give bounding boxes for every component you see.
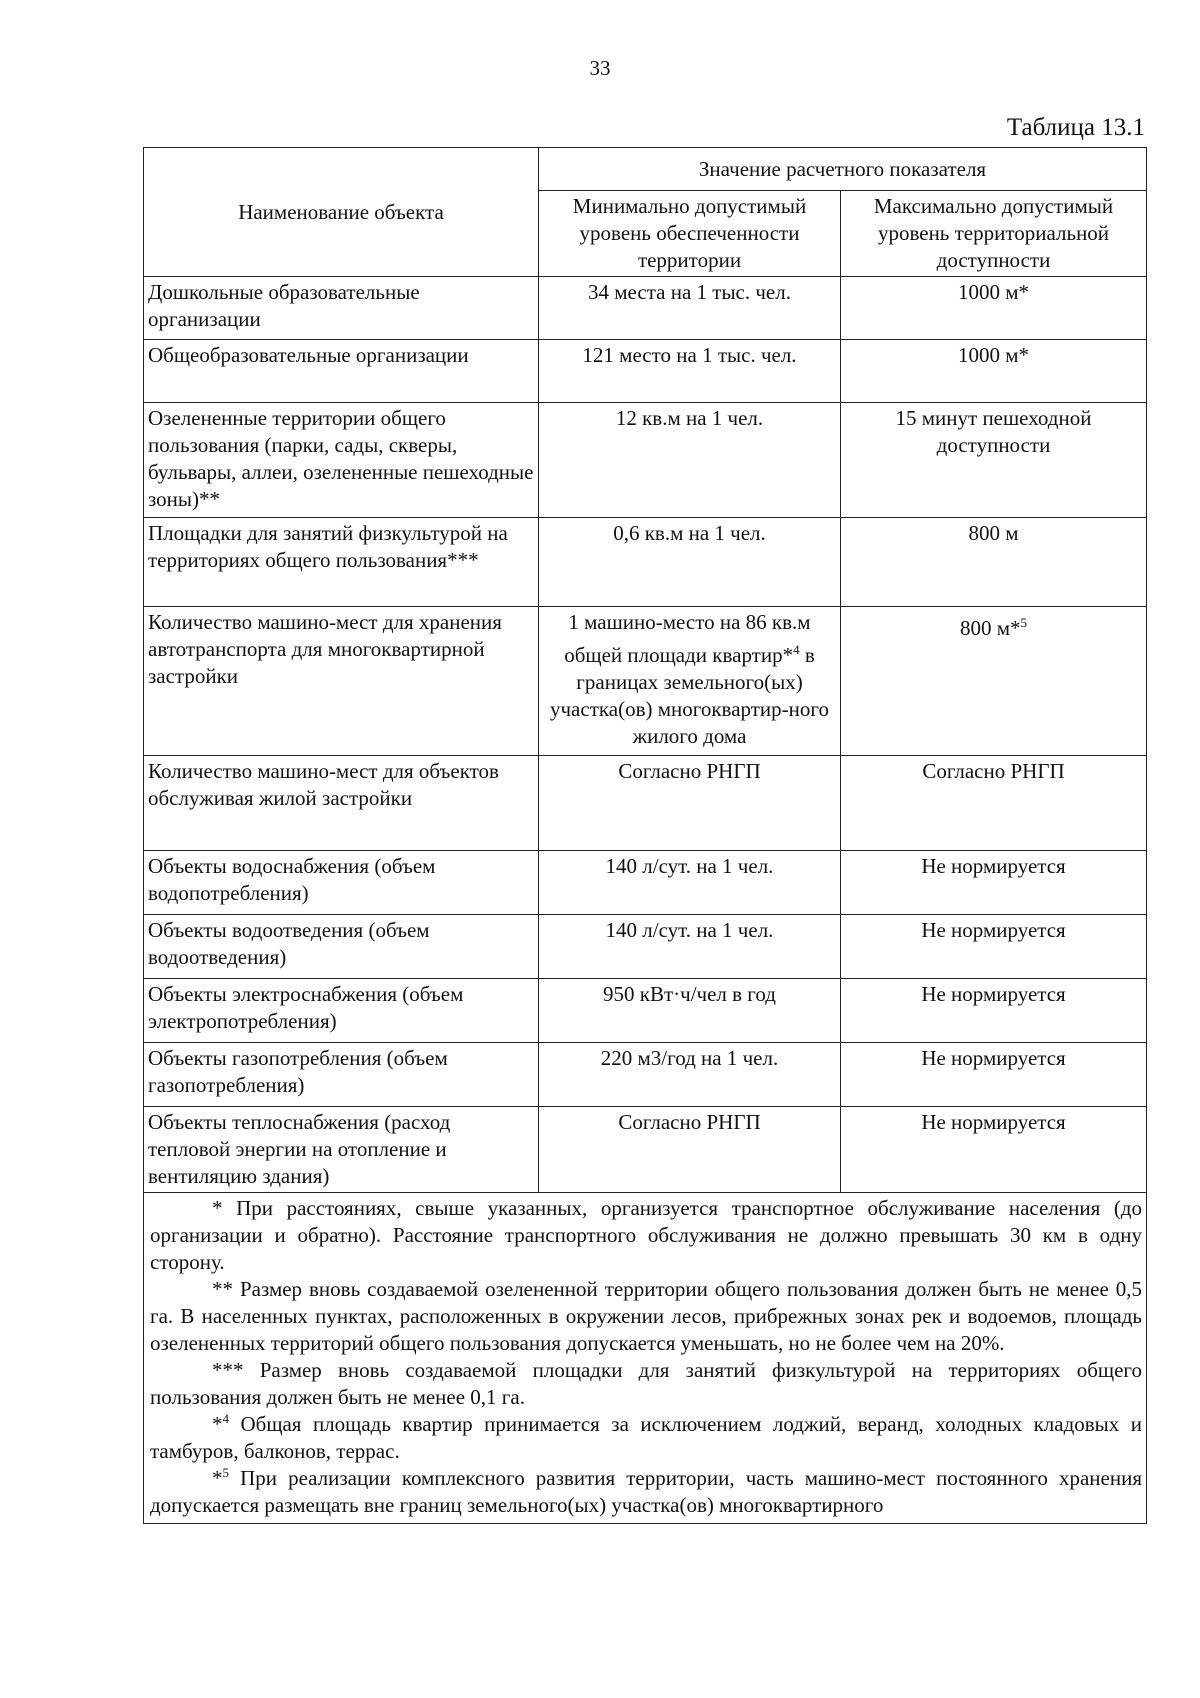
footnote-text: Размер вновь создаваемой площадки для занятий физкультурой на территориях общего пользования должен быть не менее 0,1 га. [150,1358,1142,1409]
header-object-name: Наименование объекта [144,148,539,277]
footnote-text: Размер вновь создаваемой озелененной территории общего пользования должен быть не менее 0,5 га. В населенных пунктах, расположенных в окружении лесов, прибрежных зонах рек и водоемов, площадь озелененных территорий общего пользования допускается уменьшать, но не более чем на 20%. [150,1277,1142,1355]
row-object-name: Количество машино-мест для объектов обслуживая жилой застройки [144,756,539,851]
row-max-value: Не нормируется [841,979,1147,1043]
table-row [144,1043,1147,1107]
row-min-text-cont: в границах земельного(ых) участка(ов) многоквартир-ного жилого дома [550,643,829,748]
footnote-1 [150,1195,1142,1276]
row-object-name: Общеобразовательные организации [144,340,539,403]
footnotes [144,1193,1147,1524]
footnote-mark: *** [212,1358,244,1382]
row-object-name: Площадки для занятий физкультурой на территориях общего пользования*** [144,518,539,607]
footnote-5 [150,1465,1142,1519]
row-object-name: Объекты теплоснабжения (расход тепловой энергии на отопление и вентиляцию здания) [144,1107,539,1193]
footnote-sup: 5 [222,1465,229,1480]
footnote-mark: * [212,1412,223,1436]
page-number: 33 [589,56,611,80]
row-max-value [841,607,1147,756]
row-object-name: Объекты водоотведения (объем водоотведения) [144,915,539,979]
table-row [144,979,1147,1043]
table-row [144,851,1147,915]
footnote-mark: ** [212,1277,233,1301]
footnote-mark: * [212,1196,223,1220]
table-row [144,756,1147,851]
footnote-sup: 4 [222,1411,229,1426]
row-max-value: 800 м [841,518,1147,607]
row-min-value: 140 л/сут. на 1 чел. [539,851,841,915]
table-row [144,1107,1147,1193]
table-row [144,915,1147,979]
row-max-value: Не нормируется [841,851,1147,915]
row-max-value: 1000 м* [841,277,1147,340]
row-min-value: 12 кв.м на 1 чел. [539,403,841,518]
row-min-value: 34 места на 1 тыс. чел. [539,277,841,340]
footnote-text: При реализации комплексного развития территории, часть машино-мест постоянного хранения допускается размещать вне границ земельного(ых) участка(ов) многоквартирного [150,1466,1142,1517]
header-min-level: Минимально допустимый уровень обеспеченности территории [539,191,841,277]
footnote-ref: 4 [793,642,800,657]
footnote-4 [150,1411,1142,1465]
row-object-name: Объекты электроснабжения (объем электропотребления) [144,979,539,1043]
row-object-name: Объекты газопотребления (объем газопотребления) [144,1043,539,1107]
footnote-mark: * [212,1466,223,1490]
row-min-value: 220 м3/год на 1 чел. [539,1043,841,1107]
footnote-text: При расстояниях, свыше указанных, организуется транспортное обслуживание населения (до организации и обратно). Расстояние транспортного обслуживания не должно превышать 30 км в одну сторону. [150,1196,1142,1274]
row-object-name: Озелененные территории общего пользования (парки, сады, скверы, бульвары, аллеи, озелененные пешеходные зоны)** [144,403,539,518]
row-min-value: 0,6 кв.м на 1 чел. [539,518,841,607]
row-max-value: Не нормируется [841,1107,1147,1193]
row-min-value: Согласно РНГП [539,1107,841,1193]
table-row [144,277,1147,340]
row-max-value: 1000 м* [841,340,1147,403]
header-max-level: Максимально допустимый уровень территориальной доступности [841,191,1147,277]
row-min-value: 140 л/сут. на 1 чел. [539,915,841,979]
footnote-text: Общая площадь квартир принимается за исключением лоджий, веранд, холодных кладовых и тамбуров, балконов, террас. [150,1412,1142,1463]
row-max-value: 15 минут пешеходной доступности [841,403,1147,518]
row-min-text: 1 машино-место на 86 кв.м общей площади квартир* [564,610,811,667]
row-object-name: Количество машино-мест для хранения автотранспорта для многоквартирной застройки [144,607,539,756]
row-max-value: Не нормируется [841,915,1147,979]
header-indicator-group: Значение расчетного показателя [539,148,1147,191]
footnote-ref: 5 [1020,615,1028,630]
norms-table [143,147,1147,1524]
row-min-value: 950 кВт·ч/чел в год [539,979,841,1043]
row-object-name: Объекты водоснабжения (объем водопотребления) [144,851,539,915]
table-row [144,340,1147,403]
table-row [144,607,1147,756]
row-min-value: 121 место на 1 тыс. чел. [539,340,841,403]
row-min-value [539,607,841,756]
table-row [144,403,1147,518]
table-caption: Таблица 13.1 [1006,114,1145,141]
row-max-value: Согласно РНГП [841,756,1147,851]
row-object-name: Дошкольные образовательные организации [144,277,539,340]
footnote-3 [150,1357,1142,1411]
table-row [144,518,1147,607]
footnote-2 [150,1276,1142,1357]
row-max-value: Не нормируется [841,1043,1147,1107]
row-min-value: Согласно РНГП [539,756,841,851]
row-max-text: 800 м* [959,616,1021,640]
